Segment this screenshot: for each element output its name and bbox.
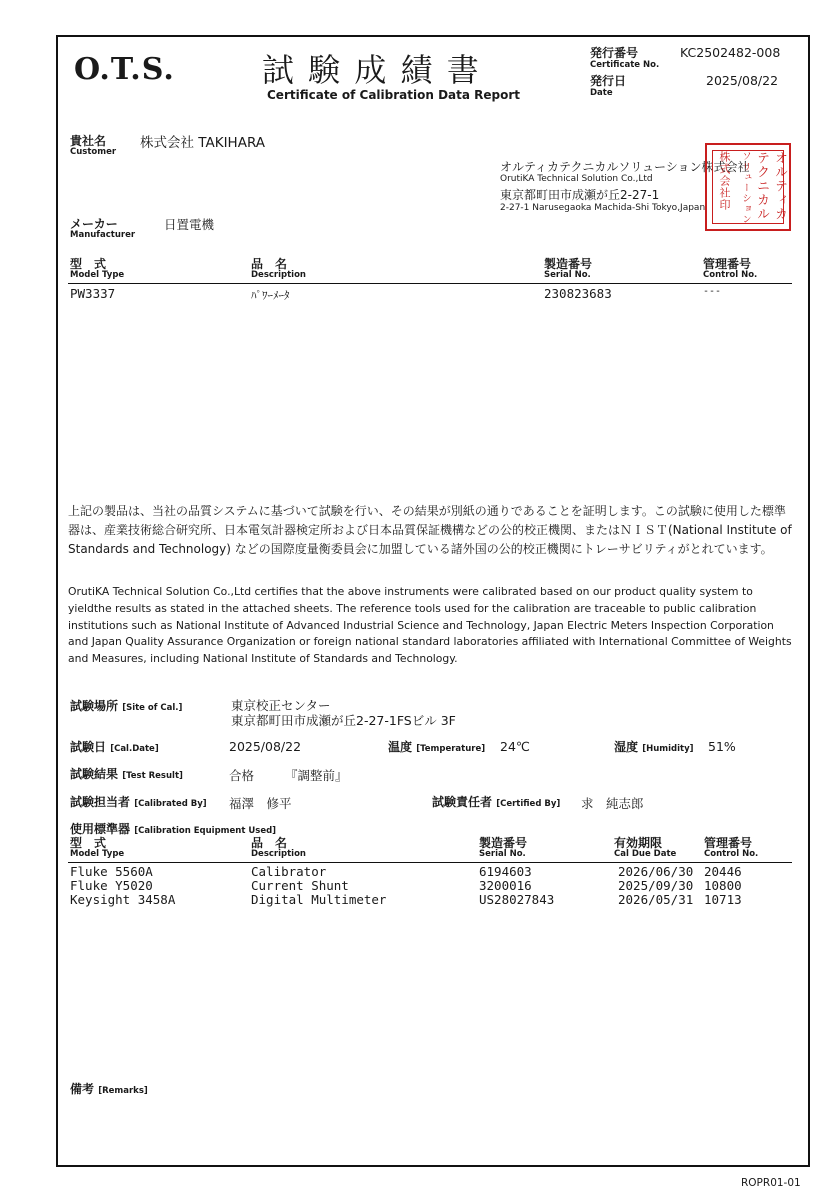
- issuer-company-jp: オルティカテクニカルソリューション株式会社: [500, 160, 750, 174]
- site-label-en: [Site of Cal.]: [122, 703, 183, 713]
- item-control: ---: [703, 286, 722, 297]
- equip-serial: 6194603: [479, 864, 532, 879]
- equip-description: Digital Multimeter: [251, 892, 387, 907]
- certified-by-label: [432, 793, 560, 810]
- temperature-label: [388, 738, 485, 755]
- equip-description: Calibrator: [251, 864, 327, 879]
- humidity-value: 51%: [708, 739, 736, 754]
- company-logo: O.T.S.: [74, 52, 175, 87]
- manufacturer-label: メーカー: [70, 217, 118, 231]
- cal-date-label-jp: 試験日: [70, 740, 107, 754]
- site-address: 東京都町田市成瀬が丘2-27-1FSビル 3F: [231, 713, 456, 728]
- result-label: [70, 765, 183, 782]
- equipment-table-divider: [68, 862, 792, 863]
- calibrated-by-label: [70, 793, 207, 810]
- equip-model: Keysight 3458A: [70, 892, 176, 907]
- item-header-model: 型 式: [70, 257, 107, 271]
- equip-control: 10713: [704, 892, 742, 907]
- equip-serial: US28027843: [479, 892, 555, 907]
- customer-label: 貴社名: [70, 134, 107, 148]
- equip-serial: 3200016: [479, 878, 532, 893]
- equip-control: 20446: [704, 864, 742, 879]
- manufacturer-name: 日置電機: [164, 217, 215, 232]
- equip-due: 2026/06/30: [618, 864, 694, 879]
- equipment-label-jp: 使用標準器: [70, 822, 131, 836]
- customer-name: 株式会社 TAKIHARA: [140, 135, 266, 151]
- page-title-en: Certificate of Calibration Data Report: [267, 88, 521, 102]
- statement-en: OrutiKA Technical Solution Co.,Ltd certifies that the above instruments were calibrated based on our product quality system to yieldthe results as stated in the attached sheets. The reference tools used for the calibration are traceable to public calibration institutions such as National Institute of Advanced Industrial Science and Technology, Japan Electric Meters Inspection Corporation and Japan Quality Assurance Organization or foreign national standard laboratories affiliated with International Committee of Weights and Measures, including National Institute of Standards and Technology.: [68, 585, 792, 666]
- equip-header-due: 有効期限: [614, 836, 663, 850]
- calibrated-by-label-en: [Calibrated By]: [134, 799, 207, 809]
- date-value: 2025/08/22: [706, 73, 779, 88]
- site-label-jp: 試験場所: [70, 699, 119, 713]
- cal-date-value: 2025/08/22: [229, 739, 302, 754]
- customer-label-en: Customer: [70, 147, 117, 157]
- item-serial: 230823683: [544, 286, 612, 301]
- cert-no-label: 発行番号: [590, 46, 639, 60]
- stamp-text-col: 株式会社印: [718, 151, 731, 211]
- equip-header-serial-en: Serial No.: [479, 849, 526, 859]
- result-value: 合格: [229, 768, 255, 783]
- form-code: ROPR01-01: [741, 1177, 801, 1189]
- item-header-control: 管理番号: [703, 257, 752, 271]
- item-header-serial-en: Serial No.: [544, 270, 591, 280]
- company-seal-stamp: [705, 143, 791, 231]
- stamp-text-col: テクニカル: [754, 151, 769, 221]
- temperature-label-jp: 温度: [388, 740, 413, 754]
- equip-header-due-en: Cal Due Date: [614, 849, 677, 859]
- equip-header-control-en: Control No.: [704, 849, 759, 859]
- item-header-description-en: Description: [251, 270, 306, 280]
- remarks-label: [70, 1080, 148, 1097]
- item-header-serial: 製造番号: [544, 257, 593, 271]
- date-label: 発行日: [590, 74, 627, 88]
- equip-header-description: 品 名: [251, 836, 288, 850]
- item-model: PW3337: [70, 286, 116, 301]
- equip-model: Fluke Y5020: [70, 878, 153, 893]
- remarks-label-jp: 備考: [70, 1082, 95, 1096]
- certified-by-value: 求 純志郎: [581, 796, 644, 811]
- stamp-text-col: オルティカ: [772, 151, 787, 221]
- statement-jp: 上記の製品は、当社の品質システムに基づいて試験を行い、その結果が別紙の通りであることを証明します。この試験に使用した標準器は、産業技術総合研究所、日本電気計器検定所および日本品質保証機構などの公的校正機関、またはＮＩＳＴ(National Institute of Standards and Technology) などの国際度量衡委員会に加盟している諸外国の公的校正機関にトレーサビリティがとれています。: [68, 504, 792, 556]
- item-header-model-en: Model Type: [70, 270, 125, 280]
- issuer-company-en: OrutiKA Technical Solution Co.,Ltd: [500, 174, 653, 184]
- equip-model: Fluke 5560A: [70, 864, 153, 879]
- site-name: 東京校正センター: [231, 698, 331, 713]
- equipment-label-en: [Calibration Equipment Used]: [134, 826, 277, 836]
- certified-by-label-jp: 試験責任者: [432, 795, 493, 809]
- certified-by-label-en: [Certified By]: [496, 799, 561, 809]
- table-row: [0, 864, 837, 878]
- site-label: [70, 697, 182, 714]
- equip-header-description-en: Description: [251, 849, 306, 859]
- humidity-label-jp: 湿度: [614, 740, 639, 754]
- equip-header-model: 型 式: [70, 836, 107, 850]
- temperature-label-en: [Temperature]: [416, 744, 486, 754]
- equip-description: Current Shunt: [251, 878, 349, 893]
- cert-no-label-en: Certificate No.: [590, 60, 660, 70]
- result-label-jp: 試験結果: [70, 767, 119, 781]
- equip-header-control: 管理番号: [704, 836, 753, 850]
- calibrated-by-value: 福澤 修平: [229, 796, 292, 811]
- calibrated-by-label-jp: 試験担当者: [70, 795, 131, 809]
- cert-no-value: KC2502482-008: [680, 45, 781, 60]
- result-note: 『調整前』: [285, 768, 348, 783]
- humidity-label-en: [Humidity]: [642, 744, 694, 754]
- equip-due: 2025/09/30: [618, 878, 694, 893]
- item-header-control-en: Control No.: [703, 270, 758, 280]
- issuer-address-en: 2-27-1 Narusegaoka Machida-Shi Tokyo,Japan: [500, 203, 706, 213]
- item-description: ﾊﾟﾜｰﾒｰﾀ: [251, 289, 290, 302]
- date-label-en: Date: [590, 88, 613, 98]
- temperature-value: 24℃: [500, 739, 530, 754]
- table-row: [0, 892, 837, 906]
- table-row: [0, 878, 837, 892]
- equip-header-model-en: Model Type: [70, 849, 125, 859]
- equip-header-serial: 製造番号: [479, 836, 528, 850]
- issuer-address-jp: 東京都町田市成瀬が丘2-27-1: [500, 188, 660, 202]
- equip-due: 2026/05/31: [618, 892, 694, 907]
- page-title: 試 験 成 績 書: [262, 51, 481, 89]
- item-header-description: 品 名: [251, 257, 288, 271]
- item-table-divider: [68, 283, 792, 284]
- cal-date-label: [70, 738, 159, 755]
- cal-date-label-en: [Cal.Date]: [110, 744, 159, 754]
- equip-control: 10800: [704, 878, 742, 893]
- remarks-label-en: [Remarks]: [98, 1086, 148, 1096]
- manufacturer-label-en: Manufacturer: [70, 230, 136, 240]
- result-label-en: [Test Result]: [122, 771, 183, 781]
- humidity-label: [614, 738, 694, 755]
- stamp-text-col: ソリューション: [740, 151, 751, 225]
